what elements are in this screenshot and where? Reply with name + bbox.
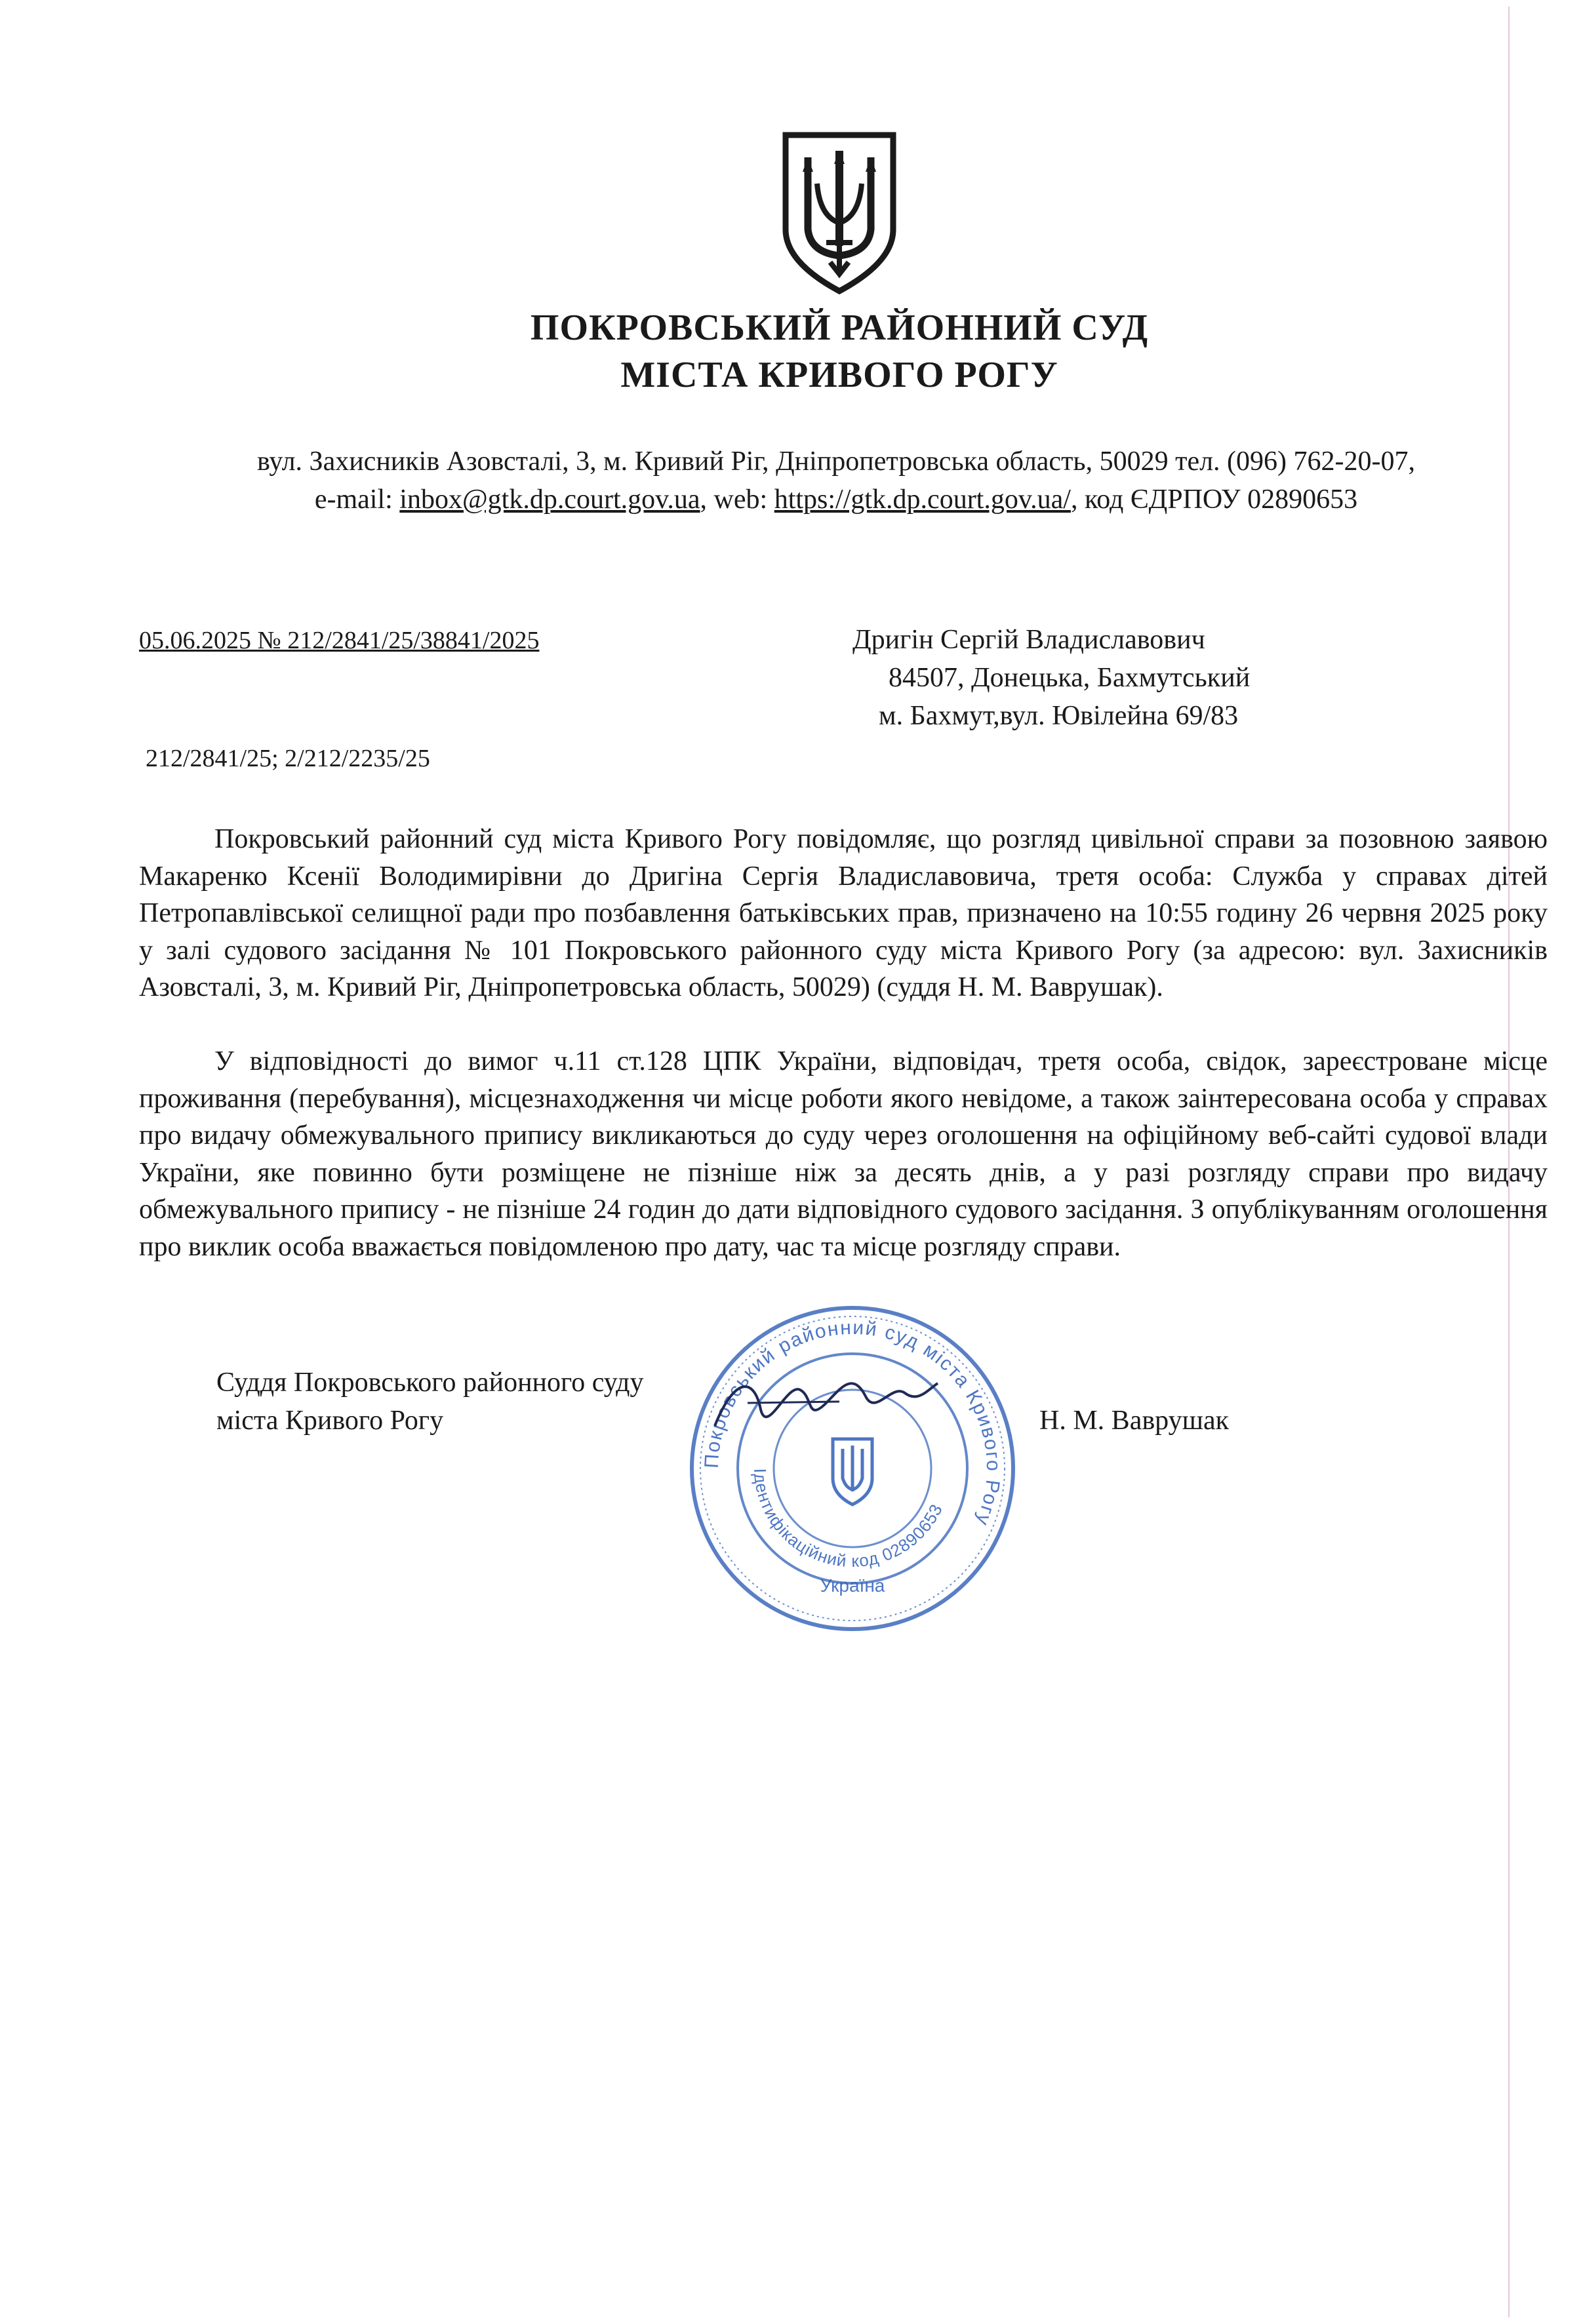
email-prefix: e-mail: [314,484,400,515]
signature-title-line2: міста Кривого Рогу [216,1406,444,1436]
judge-signature [708,1364,944,1442]
trident-emblem-icon [774,131,905,295]
case-numbers: 212/2841/25; 2/212/2235/25 [146,745,430,772]
notice-paragraph-2: У відповідності до вимог ч.11 ст.128 ЦПК України, відповідач, третя особа, свідок, зареєстроване місце проживання (перебування), місцезнаходження чи місце роботи якого невідоме, а також заінтересована особа у справах про видачу обмежувального припису викликаються до суду через оголошення на офіційному веб-сайті судової влади України, яке повинно бути розміщене не пізніше ніж за десять днів, а у разі розгляду справи про видачу обмежувального припису - не пізніше 24 годин до дати відповідного судового засідання. З опублікуванням оголошення про виклик особа вважається повідомленою про дату, час та місце розгляду справи. [139,1046,1548,1262]
court-seal-stamp [682,1298,1023,1639]
court-contacts [0,484,1583,515]
edrpou-code: , код ЄДРПОУ 02890653 [1070,484,1358,515]
recipient-name: Дригін Сергій Владиславович [852,625,1205,655]
web-prefix: , web: [700,484,774,515]
court-name-line1: ПОКРОВСЬКИЙ РАЙОННИЙ СУД [530,307,1149,348]
outgoing-reference-number: 05.06.2025 № 212/2841/25/38841/2025 [139,627,540,654]
website-link[interactable]: https://gtk.dp.court.gov.ua/ [774,484,1071,515]
seal-trident-icon [833,1439,872,1505]
court-address: вул. Захисників Азовсталі, 3, м. Кривий Ріг, Дніпропетровська область, 50029 тел. (096) 762-20-07, [257,446,1415,477]
court-name-line2: МІСТА КРИВОГО РОГУ [620,355,1058,395]
judge-name: Н. М. Ваврушак [1039,1406,1229,1436]
recipient-address-line1: 84507, Донецька, Бахмутський [889,663,1251,693]
seal-code-text: Ідентифікаційний код 02890653 [750,1468,947,1571]
signature-title-line1: Суддя Покровського районного суду [216,1368,644,1398]
seal-country-text: Україна [820,1575,885,1596]
recipient-address-line2: м. Бахмут,вул. Ювілейна 69/83 [879,701,1239,731]
email-link[interactable]: inbox@gtk.dp.court.gov.ua [399,484,700,515]
notice-paragraph-1: Покровський районний суд міста Кривого Рогу повідомляє, що розгляд цивільної справи за позовною заявою Макаренко Ксенії Володимирівни до Дригіна Сергія Владиславовича, третя особа: Служба у справах дітей Петропавлівської селищної ради про позбавлення батьківських прав, призначено на 10:55 годину 26 червня 2025 року у залі судового засідання № 101 Покровського районного суду міста Кривого Рогу (за адресою: вул. Захисників Азовсталі, 3, м. Кривий Ріг, Дніпропетровська область, 50029) (суддя Н. М. Ваврушак). [139,824,1548,1002]
seal-outer-text: Покровський районний суд міста Кривого Рогу [700,1316,1005,1529]
